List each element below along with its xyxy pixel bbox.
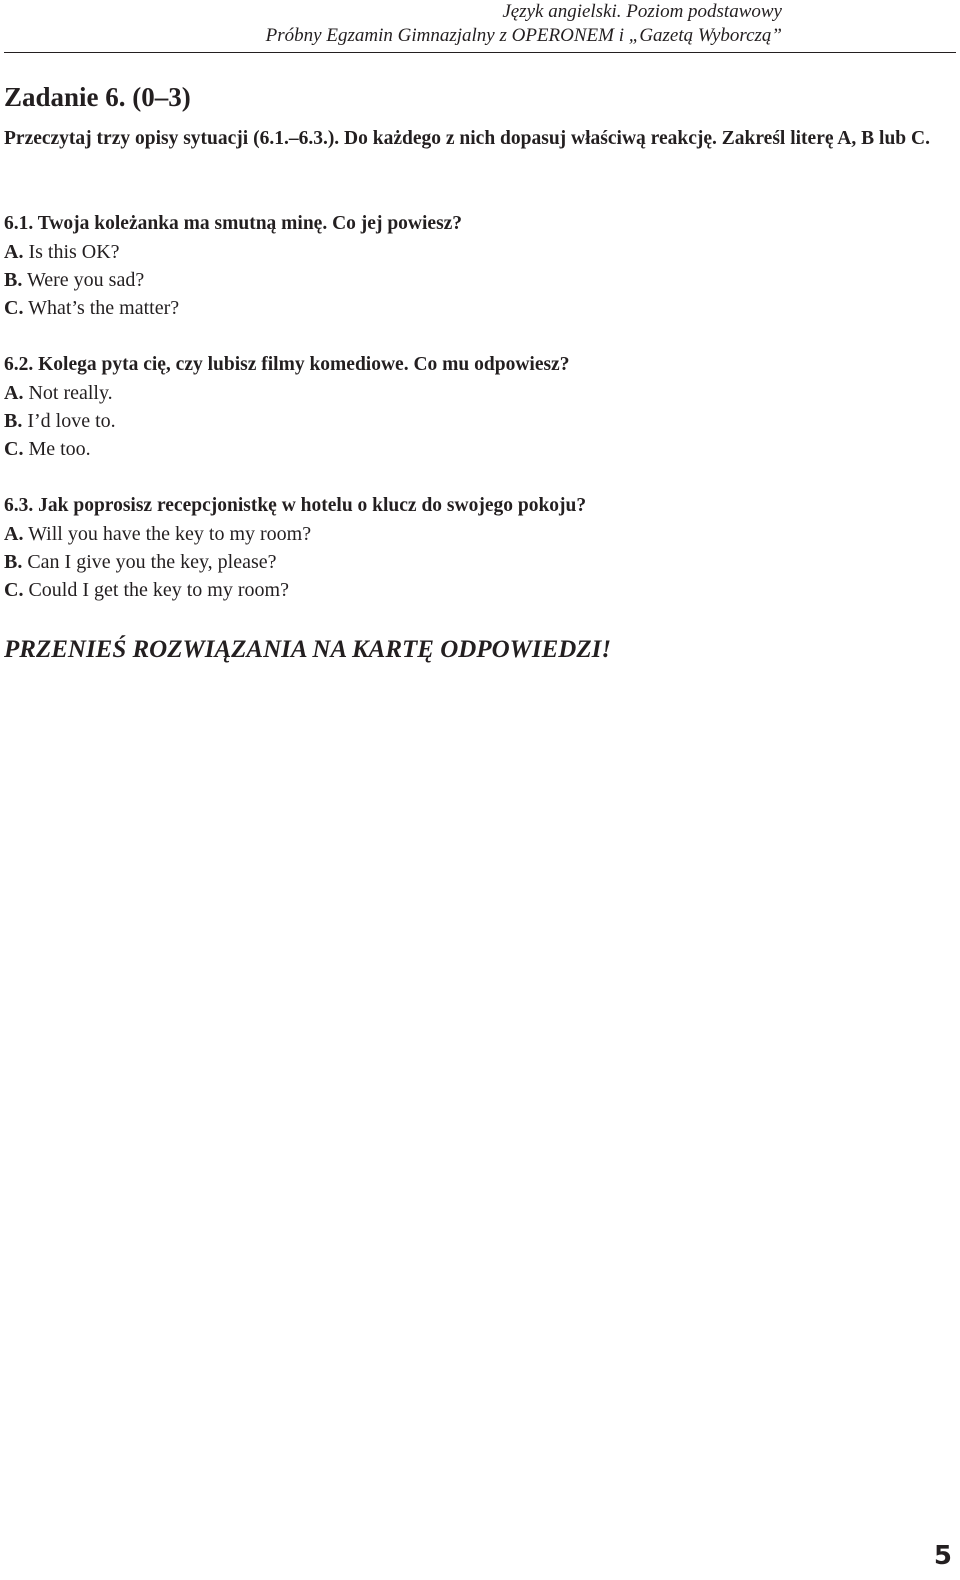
option-text: What’s the matter?: [28, 297, 180, 319]
option-letter: C.: [4, 438, 24, 460]
option-letter: C.: [4, 579, 24, 601]
question-6-2-prompt: 6.2. Kolega pyta cię, czy lubisz filmy komediowe. Co mu odpowiesz?: [4, 354, 570, 375]
option-text: Will you have the key to my room?: [28, 523, 312, 545]
page-header: [266, 0, 782, 48]
option-letter: A.: [4, 523, 24, 545]
option-text: Were you sad?: [26, 269, 145, 291]
option-letter: C.: [4, 297, 24, 319]
question-6-2-option-c[interactable]: [4, 435, 91, 463]
option-text: Can I give you the key, please?: [27, 551, 277, 573]
task-title: Zadanie 6. (0–3): [4, 82, 191, 112]
option-text: Me too.: [28, 438, 91, 460]
question-6-3-prompt: 6.3. Jak poprosisz recepcjonistkę w hotelu o klucz do swojego pokoju?: [4, 495, 587, 516]
question-6-1-option-b[interactable]: [4, 266, 144, 294]
option-text: Is this OK?: [28, 241, 120, 263]
header-exam-title: Próbny Egzamin Gimnazjalny z OPERONEM i „Gazetą Wyborczą”: [265, 25, 782, 46]
header-subject: Język angielski. Poziom podstawowy: [502, 1, 782, 22]
option-text: Not really.: [28, 382, 113, 404]
question-6-2-option-a[interactable]: [4, 379, 113, 407]
question-6-3-option-b[interactable]: [4, 548, 277, 576]
option-letter: B.: [4, 269, 23, 291]
question-6-1-option-c[interactable]: [4, 294, 179, 322]
header-divider: [4, 52, 956, 53]
question-6-3-option-c[interactable]: [4, 576, 289, 604]
option-letter: A.: [4, 382, 24, 404]
option-text: I’d love to.: [27, 410, 116, 432]
transfer-answers-note: PRZENIEŚ ROZWIĄZANIA NA KARTĘ ODPOWIEDZI!: [4, 636, 612, 663]
option-text: Could I get the key to my room?: [28, 579, 289, 601]
option-letter: A.: [4, 241, 24, 263]
option-letter: B.: [4, 551, 23, 573]
question-6-3-option-a[interactable]: [4, 520, 311, 548]
question-6-1-option-a[interactable]: [4, 238, 120, 266]
page-number: 5: [933, 1541, 952, 1571]
question-6-1-prompt: 6.1. Twoja koleżanka ma smutną minę. Co jej powiesz?: [4, 213, 463, 234]
question-6-2-option-b[interactable]: [4, 407, 116, 435]
option-letter: B.: [4, 410, 23, 432]
task-instruction: Przeczytaj trzy opisy sytuacji (6.1.–6.3.). Do każdego z nich dopasuj właściwą reakcję. Zakreśl literę A, B lub C.: [4, 128, 930, 149]
